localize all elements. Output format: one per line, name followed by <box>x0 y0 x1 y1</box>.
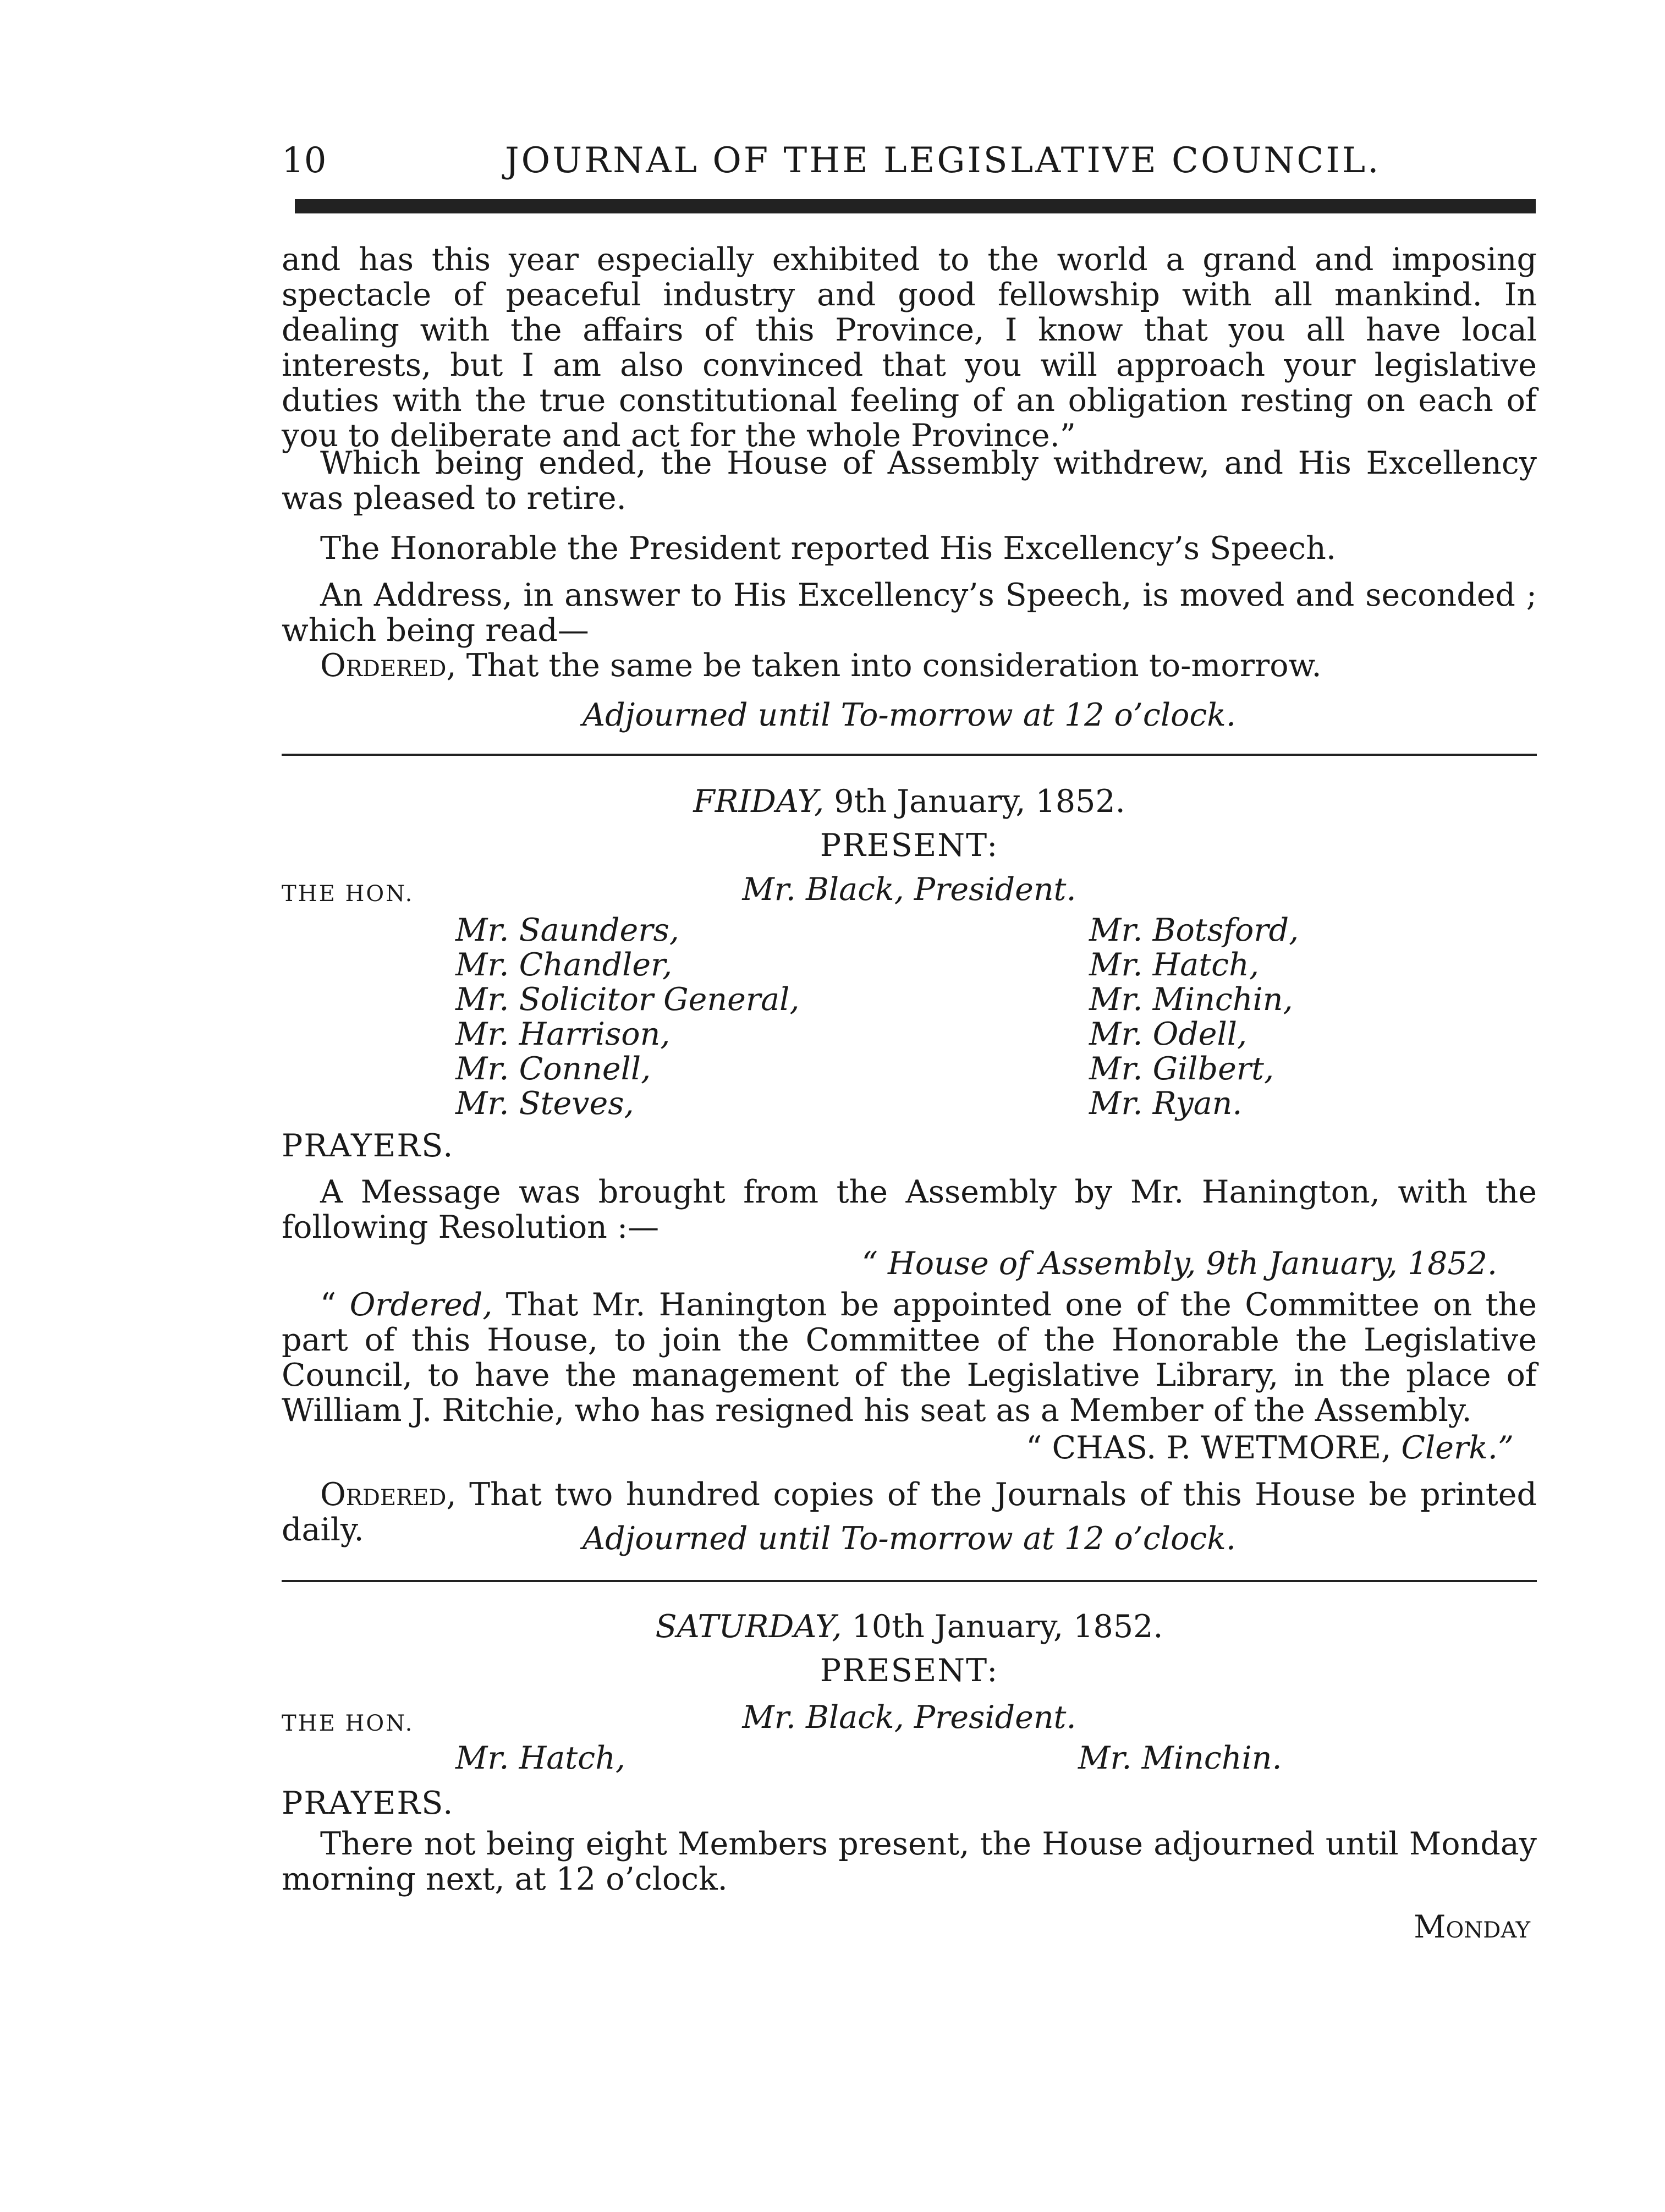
friday-president: Mr. Black, President. <box>742 871 1076 908</box>
friday-prayers: PRAYERS. <box>282 1128 454 1164</box>
member: Mr. Solicitor General, <box>455 981 800 1018</box>
member: Mr. Harrison, <box>455 1016 671 1052</box>
friday-hon-label: THE HON. <box>282 881 414 907</box>
adjourned-line: Adjourned until To-morrow at 12 o’clock. <box>583 697 1236 733</box>
catchword: Monday <box>1414 1909 1530 1945</box>
member: Mr. Odell, <box>1089 1016 1248 1052</box>
page-number: 10 <box>282 140 327 181</box>
section-rule <box>282 1580 1537 1582</box>
clerk-signature <box>282 1430 1514 1465</box>
withdrawal-paragraph: Which being ended, the House of Assembly withdrew, and His Excellency was pleased to retire. <box>282 445 1537 517</box>
saturday-member-left: Mr. Hatch, <box>455 1740 625 1776</box>
friday-date <box>282 784 1537 819</box>
member: Mr. Chandler, <box>455 947 673 983</box>
saturday-date <box>282 1609 1537 1644</box>
saturday-present: PRESENT: <box>820 1653 999 1689</box>
saturday-day: SATURDAY, <box>655 1609 842 1645</box>
member: Mr. Hatch, <box>1089 947 1259 983</box>
saturday-president: Mr. Black, President. <box>742 1699 1076 1736</box>
saturday-paragraph: There not being eight Members present, the House adjourned until Monday morning next, at 12 o’clock. <box>282 1826 1537 1897</box>
saturday-prayers: PRAYERS. <box>282 1785 454 1821</box>
member: Mr. Gilbert, <box>1089 1051 1274 1087</box>
friday-date-rest: 9th January, 1852. <box>824 783 1125 820</box>
message-paragraph: A Message was brought from the Assembly by Mr. Hanington, with the following Resolution :— <box>282 1174 1537 1245</box>
ordered-label: Ordered, <box>320 1477 457 1513</box>
ordered-label: Ordered, <box>320 647 457 684</box>
saturday-member-right: Mr. Minchin. <box>1078 1740 1282 1776</box>
resolution-ordered: Ordered, <box>349 1287 493 1323</box>
speech-reported-paragraph: The Honorable the President reported His Excellency’s Speech. <box>320 530 1336 567</box>
friday-members-right <box>1089 913 1299 1121</box>
ordered-text: That the same be taken into consideration to-morrow. <box>456 647 1322 684</box>
saturday-date-rest: 10th January, 1852. <box>842 1609 1163 1645</box>
header-rule <box>295 199 1536 213</box>
member: Mr. Botsford, <box>1089 912 1299 948</box>
running-title: JOURNAL OF THE LEGISLATIVE COUNCIL. <box>505 140 1381 181</box>
member: Mr. Saunders, <box>455 912 679 948</box>
member: Mr. Connell, <box>455 1051 651 1087</box>
friday-members-left <box>455 913 799 1121</box>
clerk-title: Clerk.” <box>1391 1430 1514 1466</box>
clerk-name: “ CHAS. P. WETMORE, <box>1026 1430 1392 1466</box>
speech-continuation: and has this year especially exhibited to the world a grand and imposing spectacle of peaceful industry and good fellowship with all mankind. In dealing with the affairs of this Province, I know that you all have local interests, but I am also convinced that you will approach your legislative duties with the true constitutional feeling of an obligation resting on each of you to deliberate and act for the whole Province.” <box>282 241 1537 454</box>
friday-day: FRIDAY, <box>693 783 825 820</box>
section-rule <box>282 754 1537 756</box>
member: Mr. Ryan. <box>1089 1085 1243 1122</box>
member: Mr. Steves, <box>455 1085 634 1122</box>
resolution-text: That Mr. Hanington be appointed one of the Committee on the part of this House, to join the Committee of the Honorable the Legislative Council, to have the management of the Legislative Library, in the place of William J. Ritchie, who has resigned his seat as a Member of the Assembly. <box>282 1287 1537 1429</box>
member: Mr. Minchin, <box>1089 981 1293 1018</box>
friday-present: PRESENT: <box>820 827 999 864</box>
resolution-quote: “ <box>320 1287 350 1323</box>
saturday-hon-label: THE HON. <box>282 1711 414 1736</box>
address-paragraph: An Address, in answer to His Excellency’s Speech, is moved and seconded ; which being read— <box>282 577 1537 649</box>
resolution-date: “ House of Assembly, 9th January, 1852. <box>861 1245 1497 1282</box>
resolution-paragraph <box>282 1287 1537 1428</box>
ordered-paragraph <box>282 648 1537 683</box>
ordered-text: That two hundred copies of the Journals of this House be printed daily. <box>282 1477 1537 1548</box>
friday-adjourned: Adjourned until To-morrow at 12 o’clock. <box>583 1521 1236 1557</box>
